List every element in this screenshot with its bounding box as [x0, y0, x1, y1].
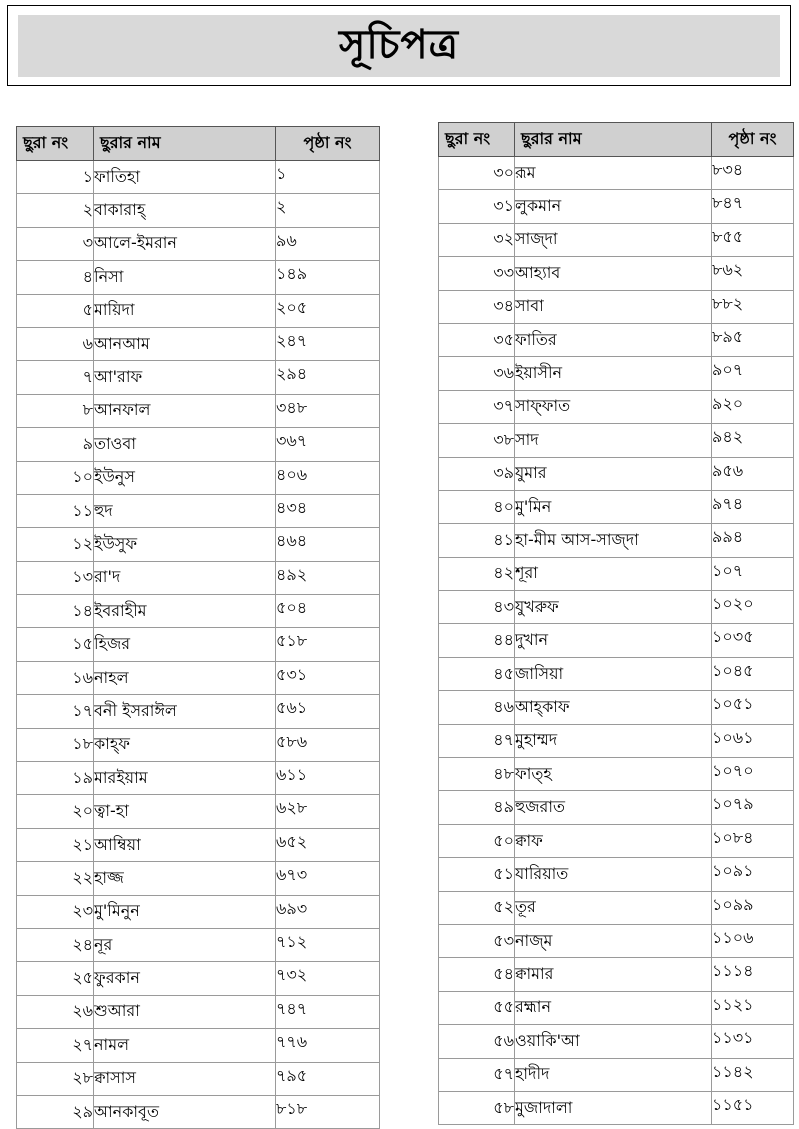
surah-number-cell: ২	[17, 194, 94, 227]
header-page-number: পৃষ্ঠা নং	[712, 123, 794, 157]
page-number-cell: ৪৩৪	[276, 494, 380, 527]
surah-name-cell: যুখরুফ	[515, 591, 712, 624]
table-row	[17, 628, 380, 661]
header-surah-name: ছুরার নাম	[515, 123, 712, 157]
surah-name-cell: ফাত্হ	[515, 758, 712, 791]
surah-number-cell: ৩	[17, 227, 94, 260]
page-number-cell: ৫০৪	[276, 595, 380, 628]
table-row	[17, 494, 380, 527]
page-number-cell: ৯০৭	[712, 357, 794, 390]
table-row	[17, 461, 380, 494]
surah-number-cell: ৩৮	[439, 424, 515, 457]
surah-name-cell: আনফাল	[94, 394, 276, 427]
table-row	[439, 724, 794, 757]
surah-number-cell: ৯	[17, 428, 94, 461]
table-row	[439, 524, 794, 557]
surah-name-cell: মারইয়াম	[94, 762, 276, 795]
page-number-cell: ৬১১	[276, 762, 380, 795]
table-row	[439, 557, 794, 590]
surah-name-cell: ইউনুস	[94, 461, 276, 494]
surah-name-cell: মু'মিন	[515, 490, 712, 523]
page-number-cell: ১১২১	[712, 991, 794, 1024]
table-row	[439, 591, 794, 624]
surah-name-cell: মুজাদালা	[515, 1091, 712, 1124]
table-row	[439, 858, 794, 891]
surah-number-cell: ২৫	[17, 962, 94, 995]
page-number-cell: ৭৯৫	[276, 1062, 380, 1095]
page-number-cell: ১	[276, 161, 380, 194]
table-row	[17, 394, 380, 427]
surah-name-cell: মু'মিনুন	[94, 895, 276, 928]
page-number-cell: ১০৯১	[712, 858, 794, 891]
table-row	[439, 157, 794, 190]
surah-name-cell: আহ্কাফ	[515, 691, 712, 724]
surah-number-cell: ৪৯	[439, 791, 515, 824]
page-number-cell: ১১৪২	[712, 1058, 794, 1091]
surah-number-cell: ১৪	[17, 595, 94, 628]
page-number-cell: ৮৩৪	[712, 157, 794, 190]
surah-name-cell: নিসা	[94, 261, 276, 294]
page-number-cell: ৯৭৪	[712, 490, 794, 523]
header-surah-number: ছুরা নং	[439, 123, 515, 157]
page-number-cell: ৯৪২	[712, 424, 794, 457]
surah-name-cell: ওয়াকি'আ	[515, 1025, 712, 1058]
table-row	[17, 194, 380, 227]
surah-number-cell: ৩১	[439, 190, 515, 223]
table-row	[439, 891, 794, 924]
surah-number-cell: ২৩	[17, 895, 94, 928]
surah-name-cell: যারিয়াত	[515, 858, 712, 891]
table-row	[17, 361, 380, 394]
surah-name-cell: আহ্যাব	[515, 257, 712, 290]
table-row	[439, 490, 794, 523]
surah-number-cell: ৪৭	[439, 724, 515, 757]
page-number-cell: ৮৮২	[712, 290, 794, 323]
table-row	[439, 323, 794, 356]
surah-number-cell: ৪	[17, 261, 94, 294]
page-number-cell: ৪৬৪	[276, 528, 380, 561]
surah-name-cell: ফাতিহা	[94, 161, 276, 194]
surah-name-cell: মায়িদা	[94, 294, 276, 327]
surah-number-cell: ৩৪	[439, 290, 515, 323]
surah-name-cell: যুমার	[515, 457, 712, 490]
page-number-cell: ২৪৭	[276, 327, 380, 360]
toc-table-left	[16, 126, 380, 1129]
page-number-cell: ৫১৮	[276, 628, 380, 661]
page-number-cell: ১১১৪	[712, 958, 794, 991]
table-row	[17, 862, 380, 895]
page-number-cell: ১১৩১	[712, 1025, 794, 1058]
surah-number-cell: ৩২	[439, 223, 515, 256]
surah-number-cell: ৩৩	[439, 257, 515, 290]
surah-number-cell: ৬	[17, 327, 94, 360]
table-row	[17, 161, 380, 194]
surah-name-cell: ত্বা-হা	[94, 795, 276, 828]
surah-name-cell: বনী ইসরাঈল	[94, 695, 276, 728]
table-row	[17, 1029, 380, 1062]
table-row	[17, 528, 380, 561]
page-number-cell: ৩৬৭	[276, 428, 380, 461]
surah-name-cell: ফুরকান	[94, 962, 276, 995]
surah-number-cell: ১০	[17, 461, 94, 494]
surah-number-cell: ৫৫	[439, 991, 515, 1024]
surah-number-cell: ১৯	[17, 762, 94, 795]
table-row	[17, 661, 380, 694]
surah-number-cell: ৪৫	[439, 657, 515, 690]
page-number-cell: ১০৯৯	[712, 891, 794, 924]
surah-number-cell: ২১	[17, 828, 94, 861]
surah-number-cell: ৫৮	[439, 1091, 515, 1124]
title-banner	[18, 15, 780, 77]
surah-number-cell: ২৮	[17, 1062, 94, 1095]
surah-number-cell: ৫৭	[439, 1058, 515, 1091]
surah-name-cell: হুজরাত	[515, 791, 712, 824]
surah-name-cell: আনআম	[94, 327, 276, 360]
header-surah-name: ছুরার নাম	[94, 127, 276, 161]
page-number-cell: ৭৩২	[276, 962, 380, 995]
page-number-cell: ৬৭৩	[276, 862, 380, 895]
surah-number-cell: ১৩	[17, 561, 94, 594]
table-row	[17, 695, 380, 728]
page-number-cell: ৭৪৭	[276, 995, 380, 1028]
surah-number-cell: ৩০	[439, 157, 515, 190]
page-number-cell: ১০২০	[712, 591, 794, 624]
table-row	[439, 791, 794, 824]
table-row	[439, 223, 794, 256]
surah-number-cell: ১২	[17, 528, 94, 561]
surah-name-cell: ক্বামার	[515, 958, 712, 991]
surah-name-cell: সাবা	[515, 290, 712, 323]
table-row	[439, 1058, 794, 1091]
surah-name-cell: হাদীদ	[515, 1058, 712, 1091]
page-number-cell: ৯২০	[712, 390, 794, 423]
surah-name-cell: কাহ্ফ	[94, 728, 276, 761]
surah-name-cell: জাসিয়া	[515, 657, 712, 690]
surah-name-cell: ফাতির	[515, 323, 712, 356]
header-page-number: পৃষ্ঠা নং	[276, 127, 380, 161]
page-number-cell: ১০৩৫	[712, 624, 794, 657]
page-number-cell: ১০৭	[712, 557, 794, 590]
table-row	[17, 327, 380, 360]
table-row	[439, 958, 794, 991]
page-number-cell: ৭১২	[276, 928, 380, 961]
page-number-cell: ৮৬২	[712, 257, 794, 290]
surah-name-cell: হিজর	[94, 628, 276, 661]
page-title: সূচিপত্র	[339, 21, 459, 68]
table-row	[439, 624, 794, 657]
page-number-cell: ৪৯২	[276, 561, 380, 594]
surah-number-cell: ৪৬	[439, 691, 515, 724]
table-row	[17, 595, 380, 628]
surah-number-cell: ৭	[17, 361, 94, 394]
table-row	[17, 928, 380, 961]
page-number-cell: ১১০৬	[712, 924, 794, 957]
surah-name-cell: শুআরা	[94, 995, 276, 1028]
surah-name-cell: সাফ্ফাত	[515, 390, 712, 423]
surah-name-cell: ইউসুফ	[94, 528, 276, 561]
page-number-cell: ৬২৮	[276, 795, 380, 828]
surah-name-cell: নাহল	[94, 661, 276, 694]
surah-number-cell: ৪৩	[439, 591, 515, 624]
title-box	[7, 5, 791, 86]
page-number-cell: ১৪৯	[276, 261, 380, 294]
table-row	[439, 991, 794, 1024]
table-row	[439, 257, 794, 290]
table-row	[439, 691, 794, 724]
table-row	[17, 227, 380, 260]
surah-number-cell: ৩৫	[439, 323, 515, 356]
page-number-cell: ৩৪৮	[276, 394, 380, 427]
surah-name-cell: দুখান	[515, 624, 712, 657]
surah-number-cell: ৩৭	[439, 390, 515, 423]
table-row	[439, 1025, 794, 1058]
surah-name-cell: তাওবা	[94, 428, 276, 461]
table-row	[439, 657, 794, 690]
page-number-cell: ৫৬১	[276, 695, 380, 728]
surah-number-cell: ৪২	[439, 557, 515, 590]
page-number-cell: ১০৭০	[712, 758, 794, 791]
table-row	[17, 428, 380, 461]
table-row	[17, 561, 380, 594]
surah-name-cell: রা'দ	[94, 561, 276, 594]
surah-number-cell: ২৭	[17, 1029, 94, 1062]
page-number-cell: ২	[276, 194, 380, 227]
surah-name-cell: ক্বাসাস	[94, 1062, 276, 1095]
page-number-cell: ৫৩১	[276, 661, 380, 694]
page-number-cell: ৭৭৬	[276, 1029, 380, 1062]
surah-number-cell: ৫০	[439, 824, 515, 857]
surah-number-cell: ৫৬	[439, 1025, 515, 1058]
table-row	[17, 762, 380, 795]
surah-number-cell: ৪০	[439, 490, 515, 523]
page-number-cell: ৮৯৫	[712, 323, 794, 356]
surah-name-cell: আনকাবূত	[94, 1095, 276, 1128]
surah-name-cell: ইয়াসীন	[515, 357, 712, 390]
surah-number-cell: ২২	[17, 862, 94, 895]
table-row	[439, 758, 794, 791]
page-number-cell: ২৯৪	[276, 361, 380, 394]
surah-number-cell: ৫১	[439, 858, 515, 891]
surah-number-cell: ৪১	[439, 524, 515, 557]
table-row	[17, 895, 380, 928]
page-number-cell: ১০৬১	[712, 724, 794, 757]
page-number-cell: ৯৯৪	[712, 524, 794, 557]
surah-number-cell: ৫	[17, 294, 94, 327]
header-row	[439, 123, 794, 157]
surah-number-cell: ৫২	[439, 891, 515, 924]
surah-name-cell: রূম	[515, 157, 712, 190]
table-row	[439, 924, 794, 957]
page-number-cell: ৫৮৬	[276, 728, 380, 761]
page-number-cell: ৮৪৭	[712, 190, 794, 223]
table-row	[17, 828, 380, 861]
table-row	[439, 457, 794, 490]
surah-number-cell: ৩৬	[439, 357, 515, 390]
surah-name-cell: হা-মীম আস-সাজ্দা	[515, 524, 712, 557]
table-row	[439, 190, 794, 223]
page-number-cell: ১১৫১	[712, 1091, 794, 1124]
page-number-cell: ৬৫২	[276, 828, 380, 861]
surah-number-cell: ৪৪	[439, 624, 515, 657]
surah-name-cell: রহ্মান	[515, 991, 712, 1024]
surah-number-cell: ৫৪	[439, 958, 515, 991]
surah-name-cell: আ'রাফ	[94, 361, 276, 394]
surah-name-cell: আম্বিয়া	[94, 828, 276, 861]
page-number-cell: ৯৬	[276, 227, 380, 260]
page-number-cell: ২০৫	[276, 294, 380, 327]
page-number-cell: ৪০৬	[276, 461, 380, 494]
page-number-cell: ৮১৮	[276, 1095, 380, 1128]
surah-number-cell: ২৯	[17, 1095, 94, 1128]
header-row	[17, 127, 380, 161]
header-surah-number: ছুরা নং	[17, 127, 94, 161]
surah-number-cell: ১৭	[17, 695, 94, 728]
page-number-cell: ৯৫৬	[712, 457, 794, 490]
surah-name-cell: ইবরাহীম	[94, 595, 276, 628]
table-row	[17, 1095, 380, 1128]
page-number-cell: ১০৪৫	[712, 657, 794, 690]
surah-number-cell: ২৬	[17, 995, 94, 1028]
table-row	[17, 962, 380, 995]
table-row	[439, 357, 794, 390]
table-row	[17, 1062, 380, 1095]
table-row	[439, 1091, 794, 1124]
surah-number-cell: ১৬	[17, 661, 94, 694]
table-row	[439, 290, 794, 323]
surah-number-cell: ২৪	[17, 928, 94, 961]
toc-table-right	[438, 122, 794, 1125]
table-row	[17, 294, 380, 327]
page-number-cell: ১০৫১	[712, 691, 794, 724]
surah-name-cell: আলে-ইমরান	[94, 227, 276, 260]
surah-name-cell: হাজ্জ	[94, 862, 276, 895]
surah-number-cell: ১১	[17, 494, 94, 527]
surah-number-cell: ১৫	[17, 628, 94, 661]
table-row	[17, 795, 380, 828]
table-row	[17, 995, 380, 1028]
surah-number-cell: ১	[17, 161, 94, 194]
surah-name-cell: সাদ	[515, 424, 712, 457]
surah-name-cell: ক্বাফ	[515, 824, 712, 857]
surah-name-cell: নাজ্ম	[515, 924, 712, 957]
page-number-cell: ৬৯৩	[276, 895, 380, 928]
surah-name-cell: বাকারাহ্	[94, 194, 276, 227]
page-number-cell: ৮৫৫	[712, 223, 794, 256]
surah-name-cell: লুকমান	[515, 190, 712, 223]
surah-number-cell: ৩৯	[439, 457, 515, 490]
surah-name-cell: তূর	[515, 891, 712, 924]
surah-name-cell: নামল	[94, 1029, 276, 1062]
surah-name-cell: শূরা	[515, 557, 712, 590]
surah-name-cell: মুহাম্মদ	[515, 724, 712, 757]
page-number-cell: ১০৮৪	[712, 824, 794, 857]
table-row	[17, 728, 380, 761]
surah-name-cell: সাজ্দা	[515, 223, 712, 256]
surah-name-cell: হুদ	[94, 494, 276, 527]
surah-name-cell: নূর	[94, 928, 276, 961]
surah-number-cell: ২০	[17, 795, 94, 828]
surah-number-cell: ৪৮	[439, 758, 515, 791]
surah-number-cell: ৫৩	[439, 924, 515, 957]
table-row	[439, 390, 794, 423]
table-row	[439, 824, 794, 857]
surah-number-cell: ৮	[17, 394, 94, 427]
page-number-cell: ১০৭৯	[712, 791, 794, 824]
table-row	[17, 261, 380, 294]
surah-number-cell: ১৮	[17, 728, 94, 761]
table-row	[439, 424, 794, 457]
